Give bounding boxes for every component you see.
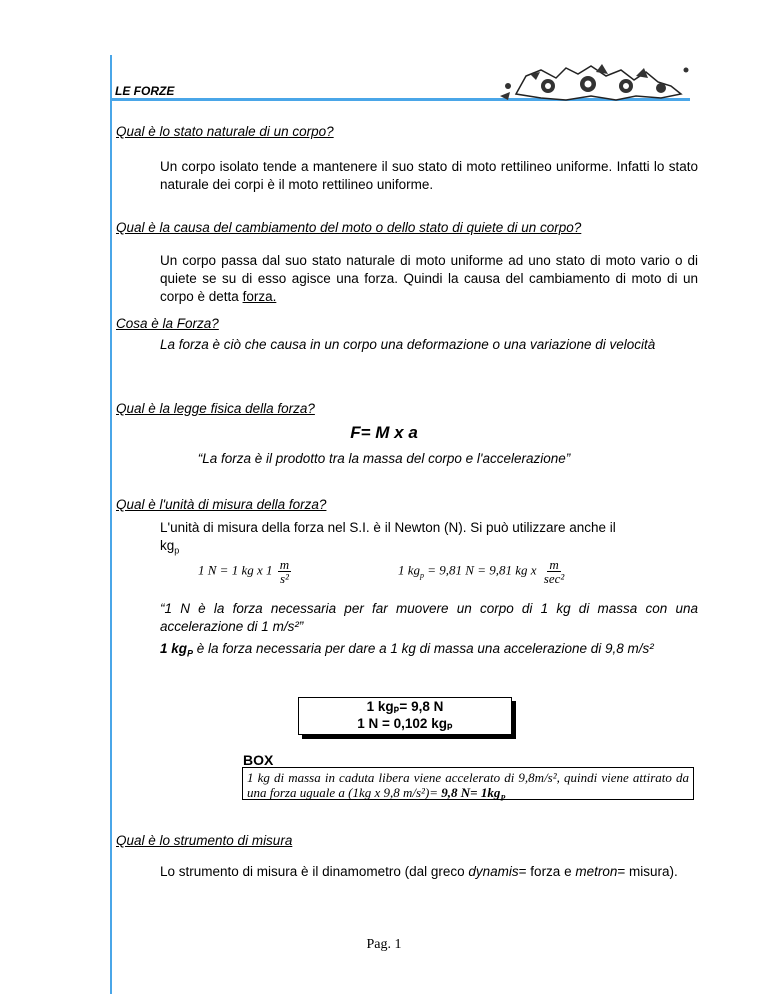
question-what-is-force: Cosa è la Forza?	[116, 316, 219, 331]
answer-cause-of-change	[160, 252, 698, 306]
conversion-box	[298, 697, 512, 735]
page-title: LE FORZE	[115, 84, 175, 98]
question-cause-of-change: Qual è la causa del cambiamento del moto o dello stato di quiete di un corpo?	[116, 220, 582, 235]
equation-newton-fraction: $\frac{m}{\text{s²}}$	[279, 557, 290, 586]
question-natural-state: Qual è lo stato naturale di un corpo?	[116, 124, 334, 139]
unit-kgp: $kg_p$	[160, 538, 180, 556]
conversion-line-2: 1 N = 0,102 kgₚ	[357, 716, 453, 731]
answer-cause-text: Un corpo passa dal suo stato naturale di moto uniforme ad uno stato di moto vario o di quiete se su di esso agisce una forza. Quindi la causa del cambiamento di moto di un corpo è detta	[160, 253, 698, 304]
equation-kgp-def: 1 $kg_p = 9,81$ N = 9,81 kg x $\frac{m}{\text{sec²}}$	[398, 557, 565, 586]
box-label: BOX	[243, 752, 274, 768]
answer-measuring-instrument: Lo strumento di misura è il dinamometro (dal greco dynamis= forza e metron= misura).	[160, 864, 678, 879]
gears-logo-image	[496, 56, 696, 104]
kgp-definition: 1 $kg_P$ è la forza necessaria per dare a 1 kg di massa una accelerazione di 9,8 m/s²	[160, 641, 654, 659]
answer-natural-state: Un corpo isolato tende a mantenere il suo stato di moto rettilineo uniforme. Infatti lo stato naturale dei corpi è il moto rettilineo uniforme.	[160, 159, 698, 192]
equation-newton-def: 1 N = 1 kg x 1 $\frac{m}{\text{s²}}$	[198, 557, 290, 586]
answer-what-is-force: La forza è ciò che causa in un corpo una deformazione o una variazione di velocità	[160, 337, 656, 352]
newton-definition: “1 N è la forza necessaria per far muovere un corpo di 1 kg di massa con una accelerazione di 1 m/s²”	[160, 601, 698, 634]
box-text: 1 kg di massa in caduta libera viene accelerato di 9,8m/s², quindi viene attirato da una forza uguale a (1kg x 9,8 m/s²)= 9,8 $N= 1kg_P$	[242, 767, 694, 800]
question-measuring-instrument: Qual è lo strumento di misura	[116, 833, 293, 848]
formula-quote: “La forza è il prodotto tra la massa del corpo e l'accelerazione”	[197, 451, 571, 466]
answer-unit-text: L'unità di misura della forza nel S.I. è il Newton (N). Si può utilizzare anche il	[160, 520, 616, 535]
equation-kgp-fraction: $\frac{m}{\text{sec²}}$	[543, 557, 565, 586]
conversion-line-1: 1 kgₚ= 9,8 N	[366, 699, 444, 714]
question-unit-of-measure: Qual è l'unità di misura della forza?	[116, 497, 327, 512]
formula-f-ma: F= M x a	[350, 423, 418, 442]
answer-unit-of-measure	[160, 519, 698, 560]
page-number: Pag. 1	[366, 937, 402, 952]
margin-line	[110, 55, 112, 994]
question-physical-law: Qual è la legge fisica della forza?	[116, 401, 315, 416]
term-forza: forza.	[242, 289, 277, 304]
